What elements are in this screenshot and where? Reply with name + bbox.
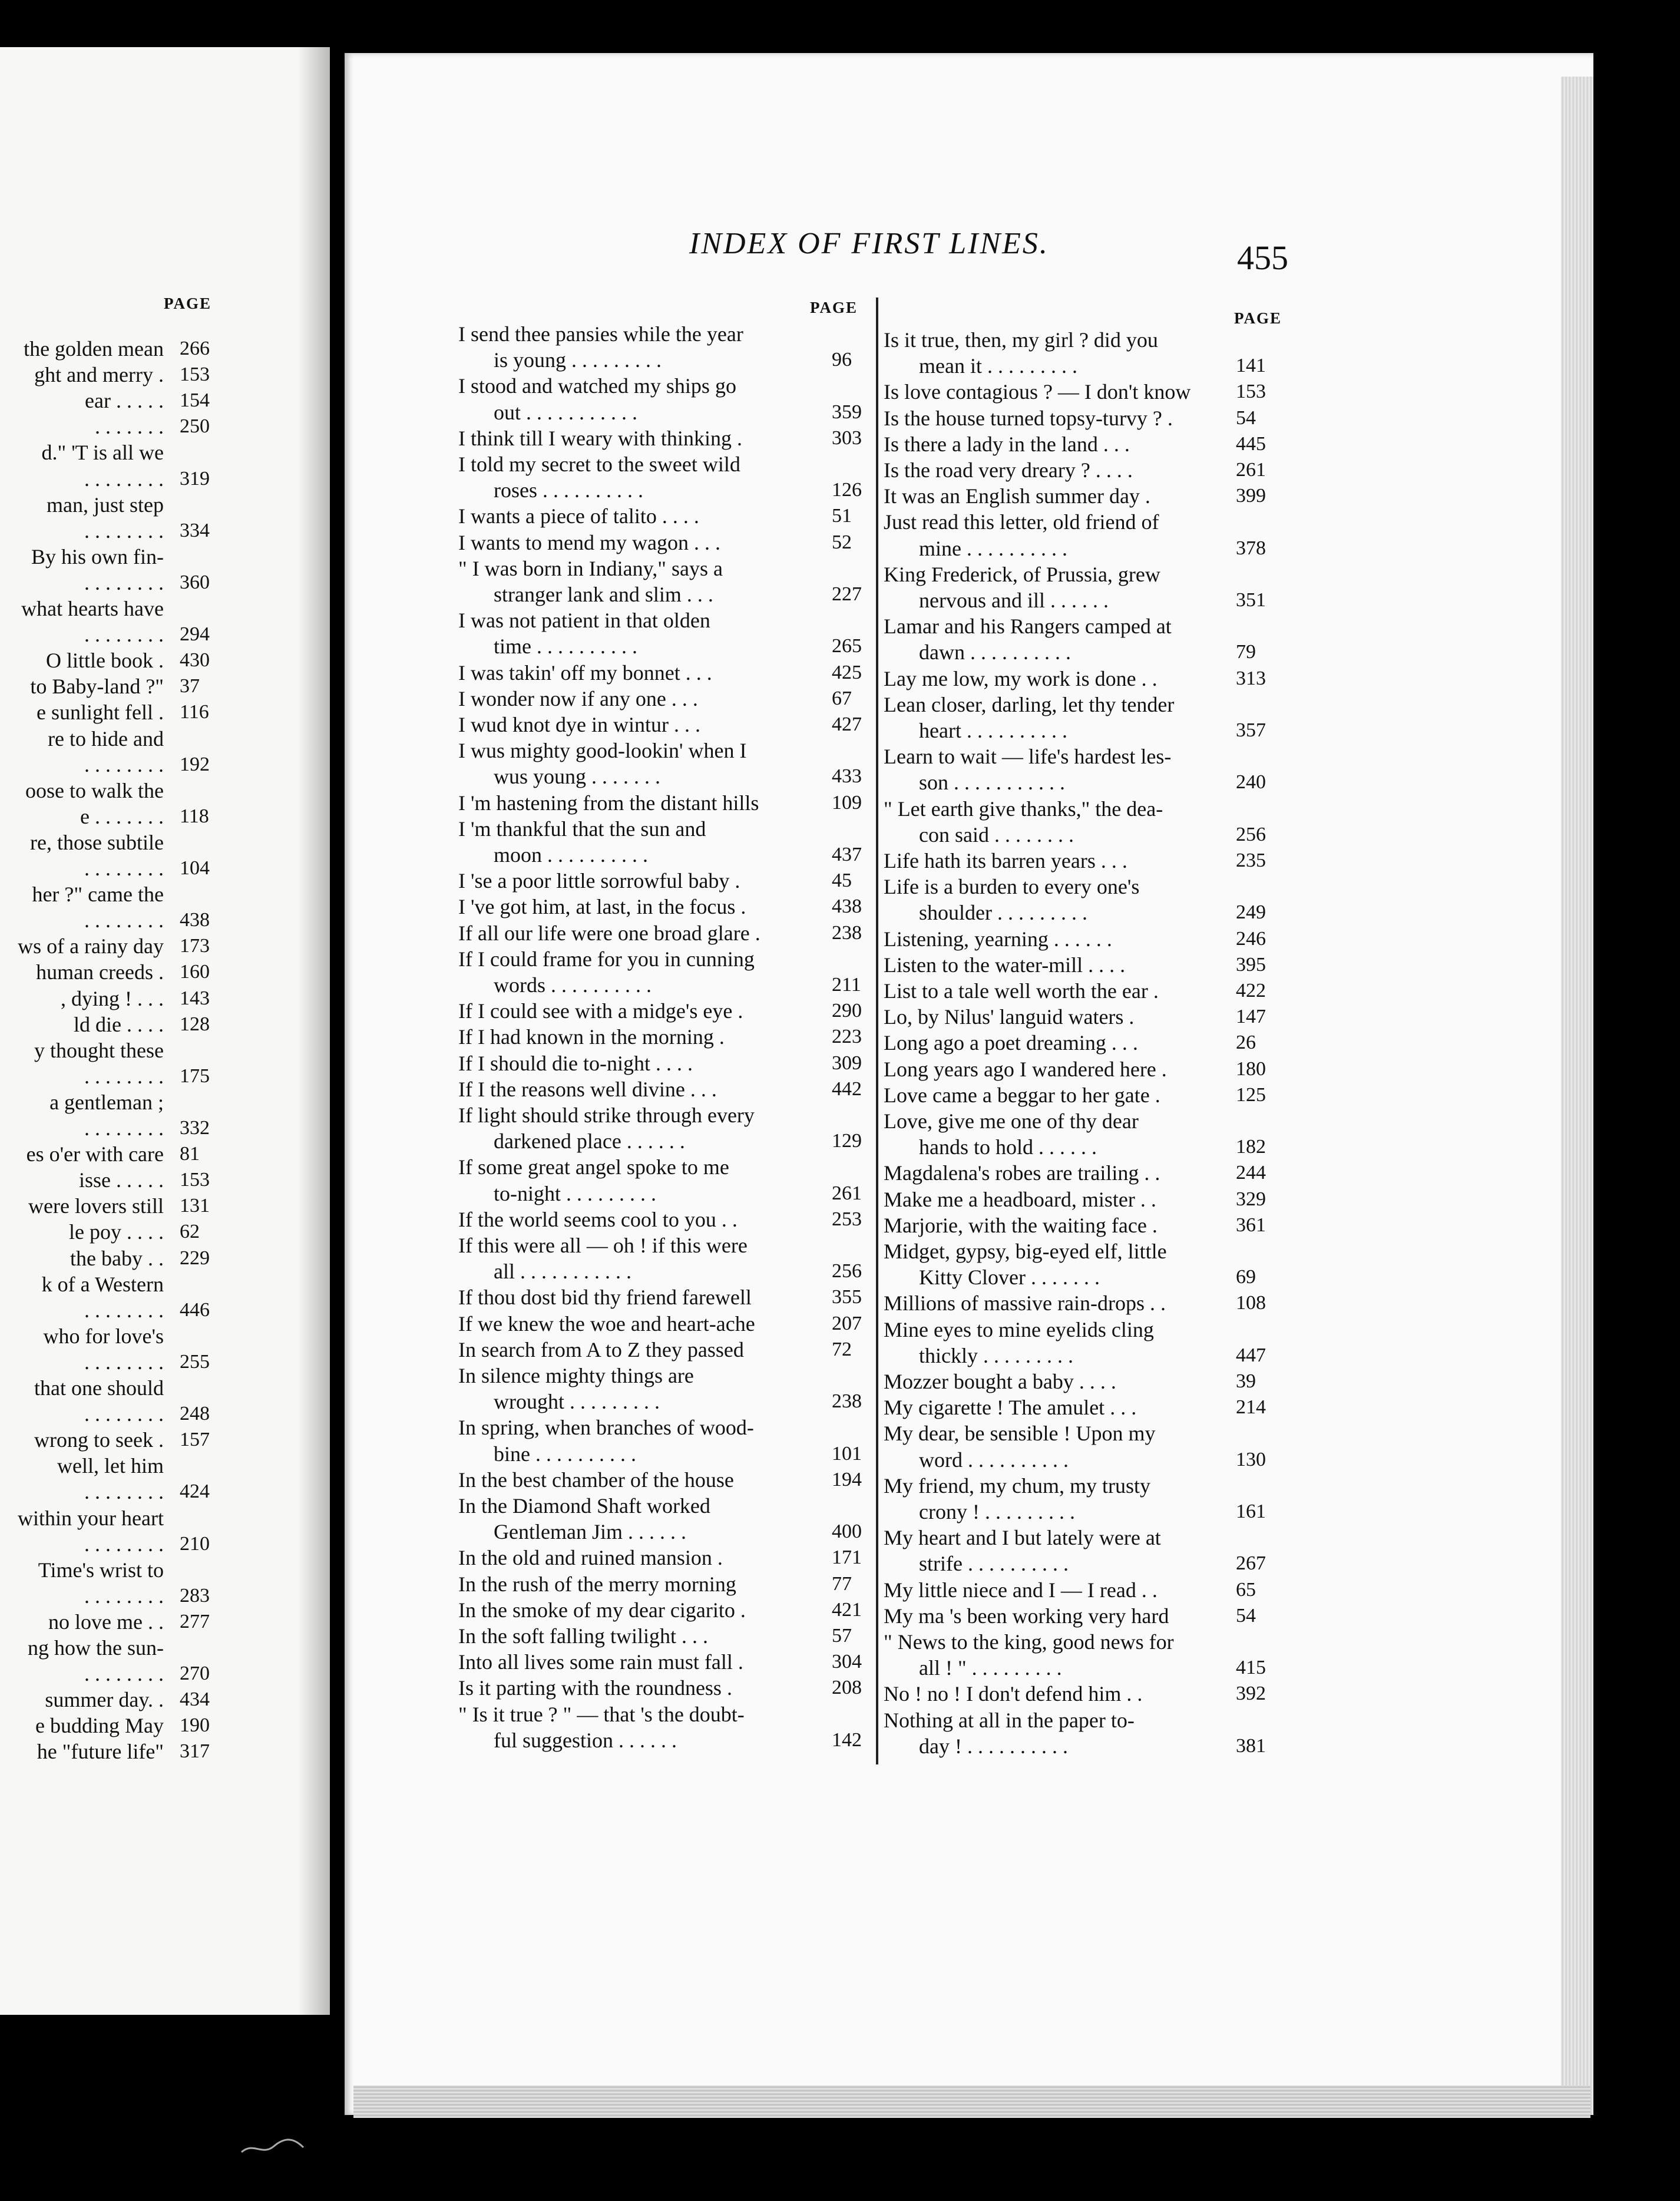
index-entry-page: 351 [1236,589,1266,611]
index-entry-line: bine . . . . . . . . . . [494,1442,636,1466]
index-entry-line: In silence mighty things are [458,1364,694,1387]
left-entry-text: that one should [34,1376,164,1400]
left-entry-page: 128 [180,1013,210,1035]
index-entry-page: 395 [1236,953,1266,976]
index-entry-page: 208 [832,1677,862,1699]
left-entry-page: 229 [180,1247,210,1269]
index-entry-line: Is there a lady in the land . . . [884,432,1130,456]
index-entry-line: I wud knot dye in wintur . . . [458,713,700,736]
index-entry-line: crony ! . . . . . . . . . [919,1500,1075,1523]
index-entry-line: stranger lank and slim . . . [494,583,713,606]
left-entry-text: . . . . . . . . [84,1350,164,1374]
index-entry-page: 437 [832,844,862,865]
left-entry-text: O little book . [46,649,164,673]
index-entry-line: all ! " . . . . . . . . . [919,1656,1062,1680]
left-entry-text: wrong to seek . [34,1428,164,1452]
index-entry-line: strife . . . . . . . . . . [919,1552,1069,1576]
left-entry-page: 131 [180,1195,210,1217]
index-entry-line: Life is a burden to every one's [884,875,1140,899]
index-entry-line: Learn to wait — life's hardest les- [884,745,1172,769]
index-entry-line: shoulder . . . . . . . . . [919,901,1087,925]
index-entry-line: wrought . . . . . . . . . [494,1390,660,1414]
left-entry-text: . . . . . . . . [84,752,164,776]
left-entry-text: he "future life" [37,1740,164,1764]
index-entry-line: I was takin' off my bonnet . . . [458,660,712,685]
index-entry-page: 313 [1236,667,1266,689]
index-entry-page: 359 [832,401,862,423]
left-entry-text: isse . . . . . [79,1168,164,1192]
left-entry-page: 192 [180,753,210,775]
index-entry-line: Mine eyes to mine eyelids cling [884,1317,1154,1341]
index-entry-line: time . . . . . . . . . . [494,634,637,659]
index-entry-line: Lean closer, darling, let thy tender [884,692,1175,716]
left-entry-page: 118 [180,805,209,827]
index-entry-page: 126 [832,479,862,501]
left-entry-text: es o'er with care [26,1142,164,1166]
index-entry-page: 355 [832,1286,862,1308]
left-entry-page: 175 [180,1065,210,1087]
index-entry-line: I wonder now if any one . . . [458,686,698,710]
margin-scribble [239,2130,309,2159]
index-entry-page: 182 [1236,1136,1266,1158]
index-entry-line: My ma 's been working very hard [884,1604,1169,1628]
index-entry-page: 69 [1236,1266,1256,1288]
index-entry-page: 171 [832,1546,862,1569]
index-entry-line: Listening, yearning . . . . . . [884,927,1112,951]
left-entry-text: . . . . . . . . [84,1532,164,1556]
index-entry-page: 65 [1236,1578,1256,1601]
index-entry-page: 194 [832,1468,862,1491]
index-entry-line: I wus mighty good-lookin' when I [458,739,747,763]
left-entry-text: the baby . . [70,1246,164,1270]
index-entry-line: If I the reasons well divine . . . [458,1077,717,1101]
index-entry-line: Is love contagious ? — I don't know [884,380,1191,404]
left-entry-text: summer day. . [45,1688,164,1712]
index-entry-page: 447 [1236,1344,1266,1366]
left-entry-text: Time's wrist to [38,1558,164,1582]
left-entry-text: ws of a rainy day [18,934,164,959]
left-entry-page: 438 [180,909,210,931]
left-entry-page: 210 [180,1532,210,1555]
index-entry-line: If I had known in the morning . [458,1025,725,1049]
left-entry-page: 319 [180,467,210,490]
index-entry-line: Love came a beggar to her gate . [884,1083,1160,1107]
left-entry-text: . . . . . . . . [84,1584,164,1608]
index-entry-line: I 've got him, at last, in the focus . [458,895,746,919]
left-entry-page: 266 [180,338,210,359]
index-entry-page: 261 [1236,459,1266,481]
index-entry-line: In search from A to Z they passed [458,1337,744,1361]
index-entry-line: mine . . . . . . . . . . [919,536,1067,560]
index-entry-page: 400 [832,1521,862,1543]
index-entry-line: King Frederick, of Prussia, grew [884,562,1160,586]
index-entry-line: Love, give me one of thy dear [884,1109,1139,1133]
index-entry-page: 153 [1236,381,1266,403]
index-entry-line: If I should die to-night . . . . [458,1051,693,1075]
index-entry-line: thickly . . . . . . . . . [919,1343,1073,1367]
index-entry-line: mean it . . . . . . . . . [919,354,1077,378]
left-entry-text: to Baby-land ?" [30,675,164,699]
left-entry-text: oose to walk the [25,778,164,802]
index-entry-page: 54 [1236,407,1256,429]
index-entry-page: 329 [1236,1188,1266,1210]
index-entry-line: heart . . . . . . . . . . [919,719,1067,742]
index-entry-line: " Let earth give thanks," the dea- [884,797,1163,821]
index-entry-page: 244 [1236,1162,1266,1184]
left-entry-text: , dying ! . . . [61,986,164,1010]
left-page-label: PAGE [164,295,211,312]
index-entry-line: day ! . . . . . . . . . . [919,1734,1068,1758]
index-entry-line: Long ago a poet dreaming . . . [884,1031,1138,1055]
index-entry-line: In the old and ruined mansion . [458,1546,723,1570]
index-entry-line: If light should strike through every [458,1103,755,1127]
left-page [0,47,330,2015]
index-entry-line: I was not patient in that olden [458,609,710,633]
index-entry-line: dawn . . . . . . . . . . [919,640,1071,665]
index-entry-line: My little niece and I — I read . . [884,1578,1158,1602]
index-entry-page: 39 [1236,1370,1256,1392]
left-entry-text: . . . . . . . [95,415,164,439]
left-entry-page: 317 [180,1740,210,1763]
index-entry-line: Is it true, then, my girl ? did you [884,328,1158,352]
left-entry-page: 277 [180,1610,210,1632]
index-entry-page: 45 [832,870,852,892]
left-entry-text: re, those subtile [30,830,164,854]
index-entry-page: 392 [1236,1683,1266,1705]
left-entry-text: within your heart [18,1506,164,1530]
index-entry-line: Lamar and his Rangers camped at [884,614,1172,639]
left-entry-text: what hearts have [21,597,164,620]
left-entry-page: 157 [180,1429,210,1451]
index-entry-line: Lay me low, my work is done . . [884,666,1158,690]
index-entry-line: In the soft falling twilight . . . [458,1624,708,1648]
left-entry-text: a gentleman ; [49,1090,164,1114]
index-entry-line: Nothing at all in the paper to- [884,1708,1135,1732]
index-entry-page: 267 [1236,1552,1266,1575]
left-entry-text: . . . . . . . . [84,1402,164,1426]
left-entry-page: 434 [180,1688,210,1711]
left-entry-text: ng how the sun- [28,1636,164,1660]
index-entry-page: 77 [832,1572,852,1595]
left-entry-page: 81 [180,1143,200,1165]
page-bottom-edge [353,2086,1590,2118]
left-entry-text: By his own fin- [31,544,164,569]
index-entry-line: Make me a headboard, mister . . [884,1187,1156,1211]
left-entry-text: re to hide and [48,726,164,751]
page-number: 455 [1237,239,1288,277]
index-entry-page: 238 [832,1390,862,1413]
index-entry-page: 72 [832,1338,852,1360]
index-entry-line: roses . . . . . . . . . . [494,478,643,503]
left-entry-text: . . . . . . . . [84,1662,164,1686]
index-entry-page: 129 [832,1130,862,1152]
left-entry-page: 153 [180,1169,210,1191]
left-entry-page: 250 [180,415,210,438]
index-entry-line: My heart and I but lately were at [884,1526,1161,1550]
index-entry-page: 180 [1236,1057,1266,1080]
index-entry-page: 361 [1236,1214,1266,1236]
index-entry-line: word . . . . . . . . . . [919,1447,1069,1472]
index-entry-page: 265 [832,635,862,657]
page-edge [1561,77,1593,2115]
book-gutter [297,47,330,2015]
index-entry-line: My cigarette ! The amulet . . . [884,1396,1137,1420]
index-entry-line: I stood and watched my ships go [458,374,736,398]
left-entry-text: . . . . . . . . [84,467,164,491]
left-entry-page: 160 [180,961,210,983]
left-entry-page: 430 [180,649,210,672]
index-entry-line: moon . . . . . . . . . . [494,843,649,867]
index-entry-line: is young . . . . . . . . . [494,348,662,372]
index-entry-page: 147 [1236,1006,1266,1028]
index-entry-line: In the best chamber of the house [458,1468,734,1492]
index-entry-line: No ! no ! I don't defend him . . [884,1682,1143,1706]
left-entry-text: no love me . . [48,1610,164,1634]
left-entry-text: who for love's [43,1324,164,1348]
index-entry-line: " Is it true ? " — that 's the doubt- [458,1702,745,1726]
left-entry-page: 143 [180,987,210,1009]
index-entry-page: 223 [832,1026,862,1048]
index-entry-page: 79 [1236,641,1256,663]
index-entry-page: 57 [832,1625,852,1647]
index-entry-page: 256 [832,1260,862,1283]
left-entry-text: man, just step [47,493,164,517]
left-entry-text: . . . . . . . . [84,857,164,880]
index-entry-line: If some great angel spoke to me [458,1155,729,1179]
index-entry-line: I 'se a poor little sorrowful baby . [458,869,740,893]
left-entry-text: well, let him [57,1454,164,1478]
index-entry-line: Marjorie, with the waiting face . [884,1213,1158,1237]
left-entry-page: 255 [180,1350,210,1373]
index-entry-page: 445 [1236,432,1266,455]
left-entry-text: . . . . . . . . [84,623,164,647]
index-entry-line: Magdalena's robes are trailing . . [884,1161,1160,1185]
left-entry-page: 360 [180,571,210,593]
index-entry-line: " I was born in Indiany," says a [458,556,723,580]
index-entry-line: I 'm thankful that the sun and [458,817,706,841]
left-entry-page: 283 [180,1584,210,1607]
index-entry-line: In the smoke of my dear cigarito . [458,1598,746,1622]
left-entry-page: 173 [180,935,210,957]
left-entry-text: human creeds . [36,960,164,984]
index-entry-line: darkened place . . . . . . [494,1129,685,1154]
index-entry-page: 52 [832,531,852,553]
left-entry-text: ear . . . . . [85,389,164,413]
index-entry-line: to-night . . . . . . . . . [494,1181,656,1205]
index-entry-line: My dear, be sensible ! Upon my [884,1422,1156,1446]
index-entry-line: Life hath its barren years . . . [884,849,1127,873]
index-entry-line: Millions of massive rain-drops . . [884,1291,1166,1316]
left-entry-text: . . . . . . . . [84,1298,164,1322]
left-entry-text: ld die . . . . [74,1012,164,1036]
index-entry-line: wus young . . . . . . . [494,765,661,789]
index-entry-page: 211 [832,974,861,996]
left-entry-text: . . . . . . . . [84,1116,164,1140]
index-entry-page: 101 [832,1442,862,1465]
left-entry-text: e sunlight fell . [37,700,164,725]
index-entry-line: ful suggestion . . . . . . [494,1728,677,1752]
index-entry-line: out . . . . . . . . . . . [494,400,638,424]
index-entry-page: 381 [1236,1734,1266,1757]
index-entry-page: 249 [1236,901,1266,924]
index-entry-page: 309 [832,1052,862,1074]
index-entry-line: If thou dost bid thy friend farewell [458,1285,752,1310]
index-entry-line: Gentleman Jim . . . . . . [494,1520,686,1544]
left-entry-text: d." 'T is all we [41,441,164,465]
index-entry-page: 357 [1236,719,1266,741]
index-entry-line: In spring, when branches of wood- [458,1416,754,1440]
index-entry-line: con said . . . . . . . . [919,822,1074,847]
index-entry-page: 240 [1236,771,1266,794]
index-entry-page: 207 [832,1312,862,1334]
index-entry-line: Is it parting with the roundness . [458,1676,732,1700]
index-entry-line: son . . . . . . . . . . . [919,771,1066,795]
index-entry-line: If the world seems cool to you . . [458,1207,738,1231]
index-entry-page: 54 [1236,1604,1256,1627]
left-entry-page: 62 [180,1221,200,1243]
index-entry-line: I wants to mend my wagon . . . [458,530,720,554]
index-entry-line: I wants a piece of talito . . . . [458,504,699,528]
index-entry-line: If all our life were one broad glare . [458,921,760,945]
left-entry-page: 104 [180,857,210,879]
index-entry-line: Is the road very dreary ? . . . . [884,458,1133,482]
left-entry-page: 116 [180,701,209,723]
index-entry-line: nervous and ill . . . . . . [919,589,1109,612]
left-entry-text: le poy . . . . [69,1220,164,1244]
index-entry-page: 422 [1236,980,1266,1002]
index-entry-line: I think till I weary with thinking . [458,426,742,450]
left-entry-page: 153 [180,363,210,386]
index-entry-page: 433 [832,765,862,788]
left-entry-page: 37 [180,675,200,698]
index-entry-line: all . . . . . . . . . . . [494,1260,631,1284]
index-entry-page: 141 [1236,355,1266,377]
index-entry-page: 130 [1236,1448,1266,1470]
index-entry-page: 303 [832,427,862,449]
index-entry-line: If this were all — oh ! if this were [458,1234,748,1257]
index-entry-line: It was an English summer day . [884,484,1150,508]
index-entry-page: 256 [1236,823,1266,845]
index-entry-line: Listen to the water-mill . . . . [884,953,1126,977]
left-entry-text: e . . . . . . . [80,804,164,828]
left-entry-page: 424 [180,1480,210,1503]
index-entry-line: " News to the king, good news for [884,1630,1174,1654]
index-entry-page: 109 [832,791,862,814]
index-entry-line: Long years ago I wandered here . [884,1057,1167,1081]
index-entry-page: 421 [832,1598,862,1621]
index-entry-page: 125 [1236,1083,1266,1106]
index-entry-page: 290 [832,1000,862,1022]
left-entry-text: . . . . . . . . [84,1480,164,1504]
index-entry-line: If I could see with a midge's eye . [458,999,743,1023]
left-entry-text: . . . . . . . . [84,570,164,594]
index-entry-page: 425 [832,661,862,683]
index-entry-line: Mozzer bought a baby . . . . [884,1370,1116,1393]
left-entry-page: 270 [180,1663,210,1685]
index-entry-line: I send thee pansies while the year [458,322,743,346]
index-entry-page: 253 [832,1208,862,1230]
column2-page-label: PAGE [1234,309,1282,327]
index-entry-page: 235 [1236,850,1266,871]
index-entry-page: 67 [832,687,852,709]
running-head: INDEX OF FIRST LINES. [689,227,1049,260]
index-entry-line: Midget, gypsy, big-eyed elf, little [884,1240,1167,1263]
column1-page-label: PAGE [810,299,858,316]
index-entry-line: List to a tale well worth the ear . [884,979,1159,1003]
index-entry-page: 227 [832,583,862,605]
index-entry-line: words . . . . . . . . . . [494,973,652,997]
left-entry-text: e budding May [35,1714,164,1738]
index-entry-line: If we knew the woe and heart-ache [458,1311,755,1336]
index-entry-page: 378 [1236,537,1266,559]
index-entry-page: 214 [1236,1396,1266,1419]
index-entry-line: Into all lives some rain must fall . [458,1650,743,1674]
index-entry-page: 261 [832,1182,862,1204]
index-entry-line: My friend, my chum, my trusty [884,1473,1150,1498]
left-entry-text: the golden mean [24,337,164,361]
index-entry-page: 246 [1236,927,1266,950]
index-entry-page: 304 [832,1651,862,1673]
left-entry-page: 154 [180,389,210,412]
left-entry-page: 446 [180,1298,210,1321]
index-entry-page: 51 [832,505,852,527]
left-entry-text: . . . . . . . . [84,518,164,543]
left-entry-text: her ?" came the [32,883,164,907]
index-entry-line: Is the house turned topsy-turvy ? . [884,406,1173,430]
index-entry-page: 442 [832,1078,862,1100]
index-entry-line: In the rush of the merry morning [458,1572,736,1596]
left-entry-text: were lovers still [28,1194,164,1218]
column-rule [876,298,878,1764]
index-entry-page: 108 [1236,1292,1266,1314]
index-entry-line: Lo, by Nilus' languid waters . [884,1005,1135,1029]
index-entry-line: Just read this letter, old friend of [884,510,1159,534]
index-entry-page: 26 [1236,1032,1256,1054]
index-entry-line: Kitty Clover . . . . . . . [919,1265,1100,1290]
index-entry-page: 142 [832,1729,862,1751]
index-entry-page: 238 [832,921,862,944]
left-entry-page: 294 [180,623,210,646]
index-entry-page: 415 [1236,1657,1266,1679]
left-entry-text: k of a Western [41,1272,164,1296]
index-entry-page: 161 [1236,1501,1266,1522]
left-entry-text: . . . . . . . . [84,908,164,933]
index-entry-line: In the Diamond Shaft worked [458,1494,710,1518]
index-entry-line: If I could frame for you in cunning [458,947,755,971]
left-entry-page: 334 [180,519,210,541]
index-entry-line: I 'm hastening from the distant hills [458,791,759,815]
index-entry-page: 96 [832,349,852,371]
index-entry-line: hands to hold . . . . . . [919,1135,1097,1159]
index-entry-line: I told my secret to the sweet wild [458,452,740,476]
index-entry-page: 399 [1236,485,1266,507]
left-entry-page: 190 [180,1714,210,1737]
left-entry-page: 332 [180,1117,210,1139]
index-entry-page: 427 [832,713,862,735]
left-entry-text: ght and merry . [34,363,164,387]
left-entry-page: 248 [180,1403,210,1425]
left-entry-text: . . . . . . . . [84,1064,164,1088]
left-entry-text: y thought these [34,1038,164,1062]
index-entry-page: 438 [832,895,862,918]
